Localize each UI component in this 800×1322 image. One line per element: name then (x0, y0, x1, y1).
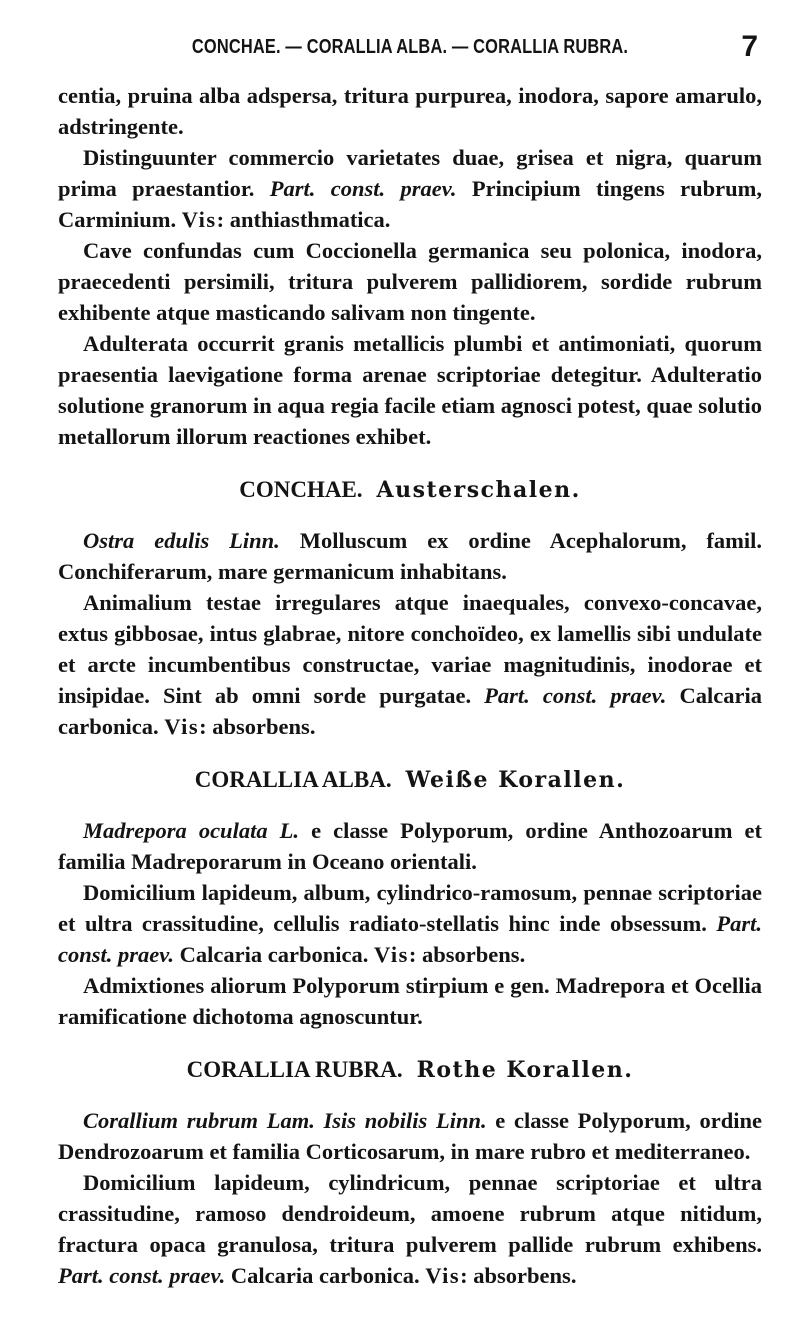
page-body (58, 80, 762, 1291)
text: Calcaria carbonica. (58, 683, 762, 739)
text: Principium tingens rubrum, Carminium. (58, 176, 762, 232)
text: Domicilium lapideum, cylindricum, pennae scriptoriae et ultra crassitudine, ramoso dendroideum, amoene rubrum atque nitidum, fractura opaca granulosa, tritura pulverem pallide rubrum exhibens. (58, 1170, 762, 1257)
part-const-label: Part. const. praev. (269, 176, 457, 201)
text: Molluscum ex ordine Acephalorum, famil. Conchiferarum, mare germanicum inhabitans. (58, 528, 763, 584)
text: Calcaria carbonica. (225, 1263, 426, 1288)
heading-latin: CONCHAE. (239, 477, 363, 502)
part-const-label: Part. const. praev. (484, 683, 667, 708)
running-head (58, 30, 762, 64)
species-name: Madrepora oculata L. (83, 818, 300, 843)
paragraph-varietates (58, 142, 762, 235)
paragraph-adulterata: Adulterata occurrit granis metallicis plumbi et antimoniati, quorum praesentia laevigatione forma arenae scriptoriae detegitur. Adulteratio solutione granorum in aqua regia facile etiam agnosci potest, quae solutio metallorum illorum reactiones exhibet. (58, 331, 762, 449)
part-const-label: Part. const. praev. (58, 1263, 226, 1288)
text: e classe Polyporum, ordine Anthozoarum et familia Madreporarum in Oceano orientali. (58, 818, 762, 874)
paragraph-continuation: centia, pruina alba adspersa, tritura purpurea, inodora, sapore amarulo, adstringente. (58, 83, 762, 139)
text: : absorbens. (199, 714, 316, 739)
text: : absorbens. (408, 942, 526, 967)
text: Animalium testae irregulares atque inaequales, convexo-concavae, extus gibbosae, intus glabrae, nitore conchoïdeo, ex lamellis sibi undulate et arcte incumbentibus constructae, variae magnitudinis, inodorae et insipidae. Sint ab omni sorde purgatae. (58, 590, 762, 708)
species-name: Ostra edulis Linn. (83, 528, 280, 553)
paragraph-domicilium-rubrum (58, 1167, 762, 1291)
vis-label: Vis (425, 1263, 461, 1288)
heading-german: Rothe Korallen. (416, 1057, 634, 1083)
text: Distinguunter commercio varietates duae, grisea et nigra, quarum prima praestantior. (58, 145, 762, 201)
vis-label: Vis (181, 207, 217, 232)
running-title: CONCHAE. — CORALLIA ALBA. — CORALLIA RUBRA. (191, 36, 629, 58)
vis-label: Vis (374, 942, 409, 967)
heading-german: Austerschalen. (376, 477, 581, 503)
text: e classe Polyporum, ordine Dendrozoarum et familia Corticosarum, in mare rubro et mediterraneo. (58, 1108, 762, 1164)
page-number: 7 (741, 30, 758, 63)
part-const-label: Part. const. praev. (58, 911, 762, 967)
text: Calcaria carbonica. (174, 942, 374, 967)
heading-german: Weiße Korallen. (405, 767, 626, 793)
paragraph-madrepora (58, 815, 762, 877)
section-heading-conchae (58, 477, 762, 503)
heading-latin: CORALLIA RUBRA. (186, 1057, 403, 1082)
section-heading-corallia-rubra (58, 1057, 762, 1083)
heading-latin: CORALLIA ALBA. (194, 767, 392, 792)
vis-label: Vis (164, 714, 200, 739)
text: : anthiasthmatica. (216, 207, 391, 232)
text: : absorbens. (460, 1263, 577, 1288)
paragraph-animalium (58, 587, 762, 742)
species-name: Corallium rubrum Lam. Isis nobilis Linn. (83, 1108, 487, 1133)
text: Domicilium lapideum, album, cylindrico-ramosum, pennae scriptoriae et ultra crassitudine, cellulis radiato-stellatis hinc inde obsessum. (58, 880, 762, 936)
paragraph-cave: Cave confundas cum Coccionella germanica seu polonica, inodora, praecedenti persimili, tritura pulverem pallidiorem, sordide rubrum exhibente atque masticando salivam non tingente. (58, 238, 762, 325)
paragraph-domicilium-album (58, 877, 762, 970)
paragraph-ostra (58, 525, 762, 587)
section-heading-corallia-alba (58, 767, 762, 793)
paragraph-admixtiones: Admixtiones aliorum Polyporum stirpium e gen. Madrepora et Ocellia ramificatione dichotoma agnoscuntur. (58, 973, 762, 1029)
paragraph-corallium (58, 1105, 762, 1167)
